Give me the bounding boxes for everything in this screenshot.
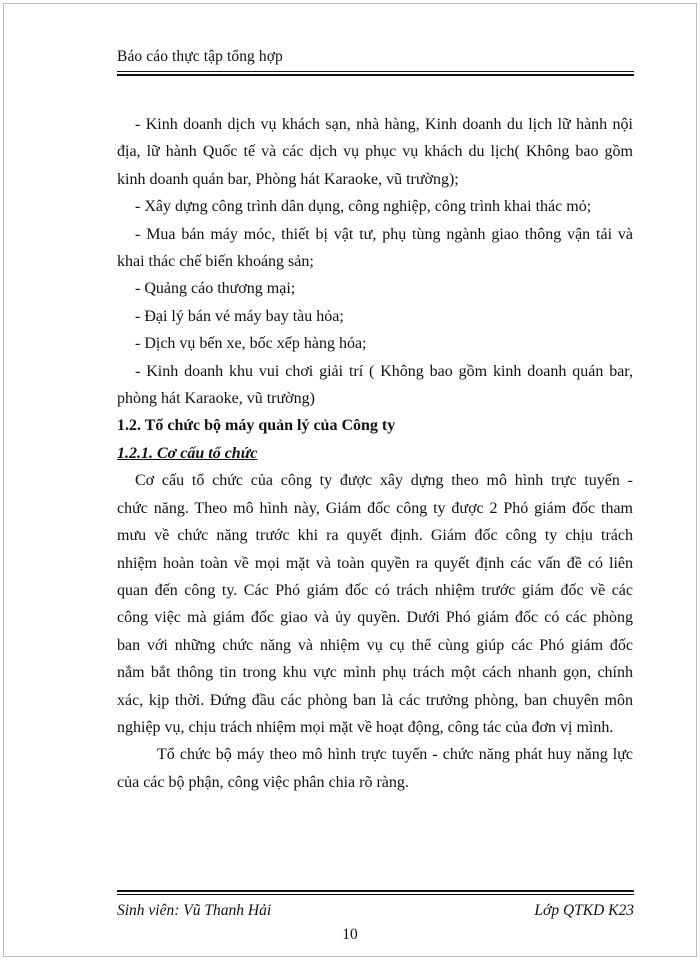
text-line: - Dịch vụ bến xe, bốc xếp hàng hóa; xyxy=(135,335,367,353)
bullet-entertainment xyxy=(117,358,633,413)
footer-rule-thin xyxy=(117,894,634,895)
text-line: - Quảng cáo thương mại; xyxy=(135,280,296,298)
text-line: 1.2. Tổ chức bộ máy quản lý của Công ty xyxy=(117,417,396,435)
text-line: - Kinh doanh dịch vụ khách sạn, nhà hàng, Kinh doanh du lịch lữ hành nội xyxy=(135,116,633,133)
section-heading xyxy=(117,412,633,439)
bullet-business-hotel xyxy=(117,111,633,193)
page-number: 10 xyxy=(342,926,358,943)
text-line: nghiệp vụ, chịu trách nhiệm mọi mặt về hoạt động, công tác của đơn vị mình. xyxy=(117,718,614,736)
footer-rule-thick xyxy=(117,890,634,892)
header-rule-thin xyxy=(117,71,634,72)
text-line: Tổ chức bộ máy theo mô hình trực tuyến - chức năng phát huy năng lực xyxy=(157,746,633,764)
text-line: - Đại lý bán vé máy bay tàu hỏa; xyxy=(135,307,344,325)
bullet-advertising xyxy=(117,275,633,302)
text-line: khai thác chế biến khoáng sản; xyxy=(117,253,314,271)
text-line: nắm bắt thông tin trong khu vực mình phụ trách một cách nhanh gọn, chính xyxy=(117,664,633,682)
header-title: Báo cáo thực tập tổng hợp xyxy=(117,48,283,65)
text-line: ban với những chức năng và nhiệm vụ cụ thể cùng giúp các Phó giám đốc xyxy=(117,636,633,654)
text-line: nhiệm hoàn toàn về mọi mặt và toàn quyền ra quyết định các vấn đề có liên xyxy=(117,554,633,572)
text-line: kinh doanh quán bar, Phòng hát Karaoke, vũ trường); xyxy=(117,170,459,188)
text-line: Cơ cấu tổ chức của công ty được xây dựng theo mô hình trực tuyến - xyxy=(135,472,633,490)
subsection-heading: 1.2.1. Cơ cấu tổ chức xyxy=(117,444,258,462)
text-line: - Xây dựng công trình dân dụng, công nghiệp, công trình khai thác mỏ; xyxy=(135,198,592,216)
text-line: công việc mà giám đốc giao và ủy quyền. Dưới Phó giám đốc có các phòng xyxy=(117,609,633,627)
bullet-machinery xyxy=(117,221,633,276)
text-line: - Kinh doanh khu vui chơi giải trí ( Không bao gồm kinh doanh quán bar, xyxy=(135,362,633,380)
paragraph-structure xyxy=(117,467,633,741)
text-line: xác, kịp thời. Đứng đầu các phòng ban là các trưởng phòng, ban chuyên môn xyxy=(117,691,633,709)
bullet-bus-station xyxy=(117,330,633,357)
footer-student-name: Sinh viên: Vũ Thanh Hải xyxy=(117,902,272,919)
text-line: quan đến công ty. Các Phó giám đốc có trách nhiệm trước giám đốc về các xyxy=(117,581,633,599)
paragraph-conclusion xyxy=(117,741,633,796)
text-line: chức năng. Theo mô hình này, Giám đốc công ty được 2 Phó giám đốc tham xyxy=(117,499,633,517)
text-line: - Mua bán máy móc, thiết bị vật tư, phụ tùng ngành giao thông vận tải và xyxy=(135,225,633,243)
text-line: địa, lữ hành Quốc tế và các dịch vụ phục vụ khách du lịch( Không bao gồm xyxy=(117,143,633,161)
bullet-construction xyxy=(117,193,633,220)
footer-class: Lớp QTKD K23 xyxy=(534,902,634,919)
text-line: phòng hát Karaoke, vũ trường) xyxy=(117,390,315,408)
text-line: mưu về chức năng trước khi ra quyết định. Giám đốc công ty chịu trách xyxy=(117,527,633,545)
subsection-heading-wrap xyxy=(117,440,633,467)
bullet-tickets xyxy=(117,303,633,330)
header-rule-thick xyxy=(117,74,634,76)
text-line: của các bộ phận, công việc phân chia rõ ràng. xyxy=(117,773,409,791)
document-body xyxy=(117,111,633,796)
